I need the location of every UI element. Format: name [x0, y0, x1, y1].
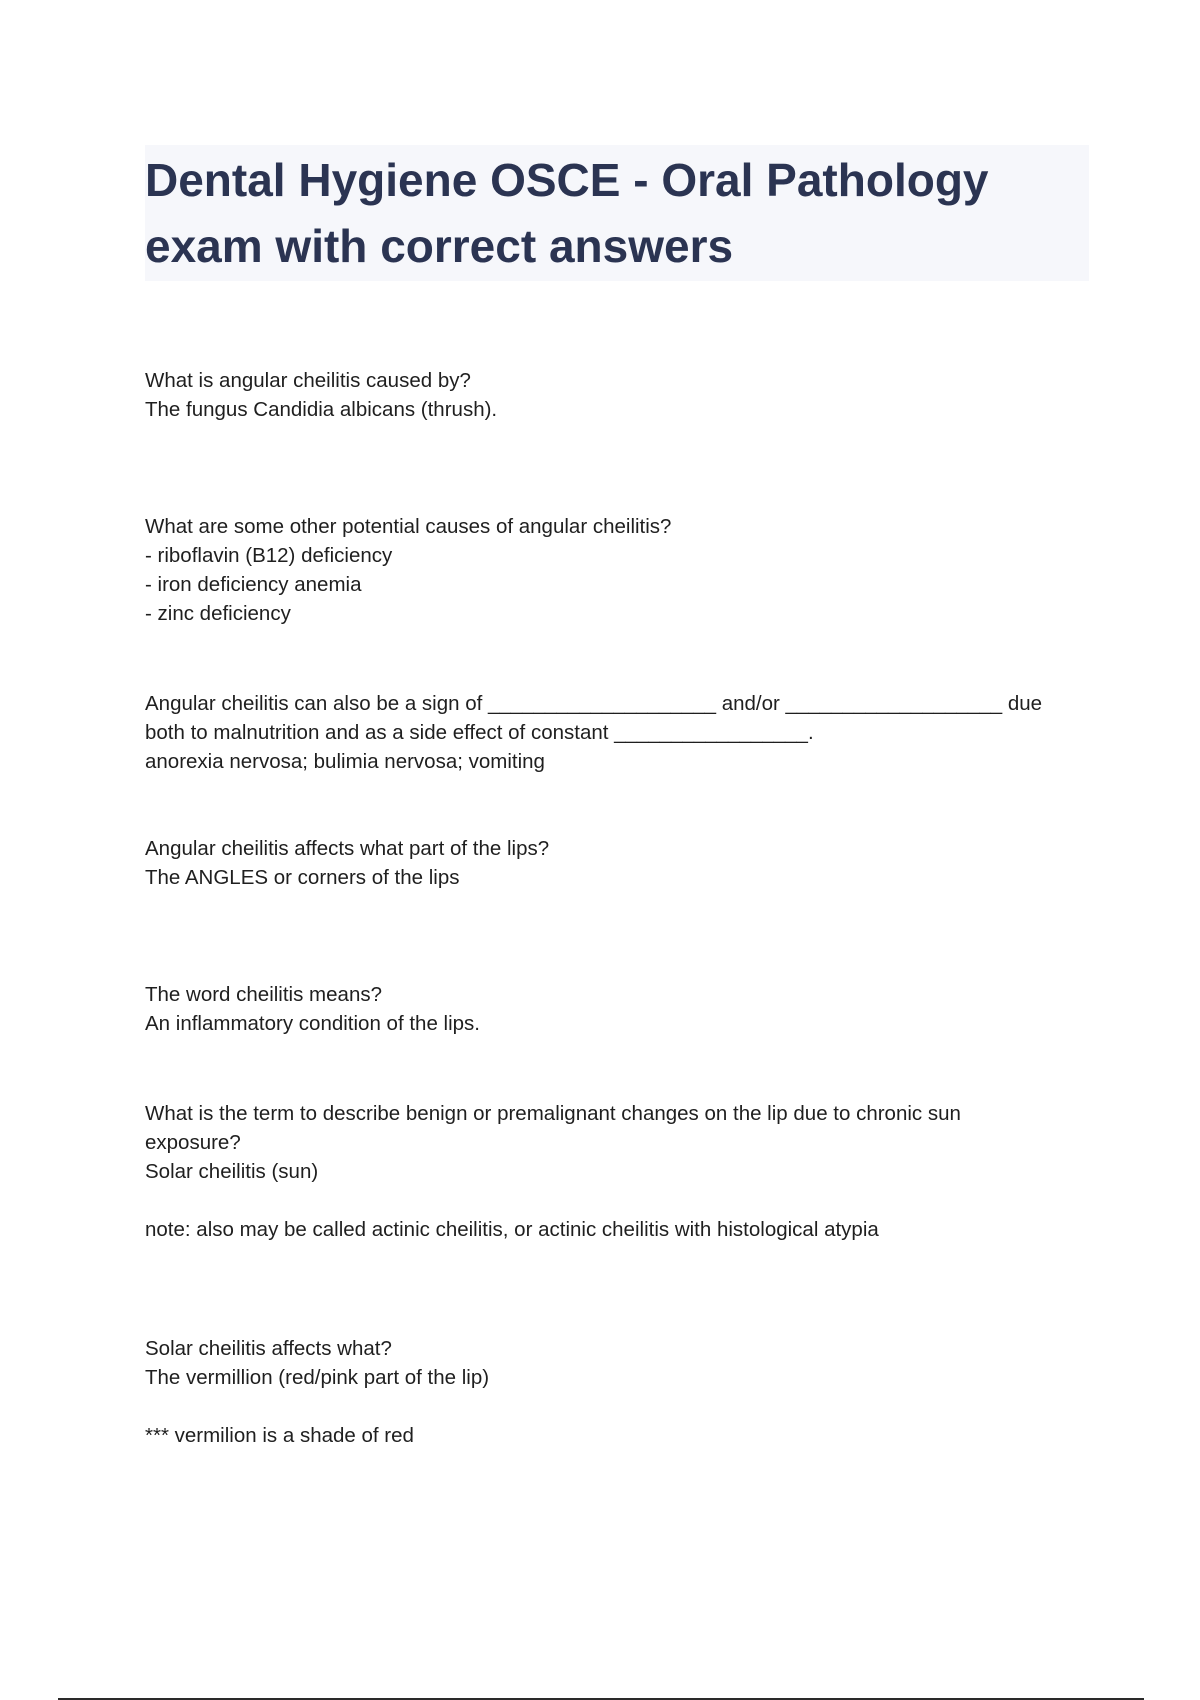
qa-card-2 — [145, 512, 1085, 628]
question-2: What are some other potential causes of angular cheilitis? — [145, 515, 672, 538]
note-6: note: also may be called actinic cheilitis, or actinic cheilitis with histological atypia — [145, 1218, 879, 1241]
title-banner — [145, 145, 1089, 281]
question-6-line-2: exposure? — [145, 1131, 241, 1154]
qa-card-1 — [145, 366, 1085, 424]
note-7: *** vermilion is a shade of red — [145, 1424, 414, 1447]
document-title: Dental Hygiene OSCE - Oral Pathology exam with correct answers — [145, 154, 989, 272]
answer-6: Solar cheilitis (sun) — [145, 1160, 319, 1183]
question-7: Solar cheilitis affects what? — [145, 1337, 392, 1360]
spacer — [145, 1392, 1085, 1421]
answer-2-line-1: - riboflavin (B12) deficiency — [145, 544, 393, 567]
question-6-line-1: What is the term to describe benign or premalignant changes on the lip due to chronic sun — [145, 1102, 961, 1125]
answer-4: The ANGLES or corners of the lips — [145, 866, 460, 889]
answer-5: An inflammatory condition of the lips. — [145, 1012, 480, 1035]
spacer — [145, 1186, 1085, 1215]
qa-card-6 — [145, 1099, 1085, 1244]
qa-card-7 — [145, 1334, 1085, 1450]
answer-1: The fungus Candidia albicans (thrush). — [145, 398, 498, 421]
question-5: The word cheilitis means? — [145, 983, 382, 1006]
answer-3: anorexia nervosa; bulimia nervosa; vomiting — [145, 750, 545, 773]
qa-card-3 — [145, 689, 1085, 776]
answer-2-line-3: - zinc deficiency — [145, 602, 291, 625]
answer-7: The vermillion (red/pink part of the lip) — [145, 1366, 490, 1389]
question-3-line-2: both to malnutrition and as a side effect of constant _________________. — [145, 721, 814, 744]
qa-card-4 — [145, 834, 1085, 892]
question-4: Angular cheilitis affects what part of the lips? — [145, 837, 550, 860]
answer-2-line-2: - iron deficiency anemia — [145, 573, 362, 596]
qa-card-5 — [145, 980, 1085, 1038]
question-1: What is angular cheilitis caused by? — [145, 369, 471, 392]
question-3-line-1: Angular cheilitis can also be a sign of ____________________ and/or ___________________ due — [145, 692, 1043, 715]
